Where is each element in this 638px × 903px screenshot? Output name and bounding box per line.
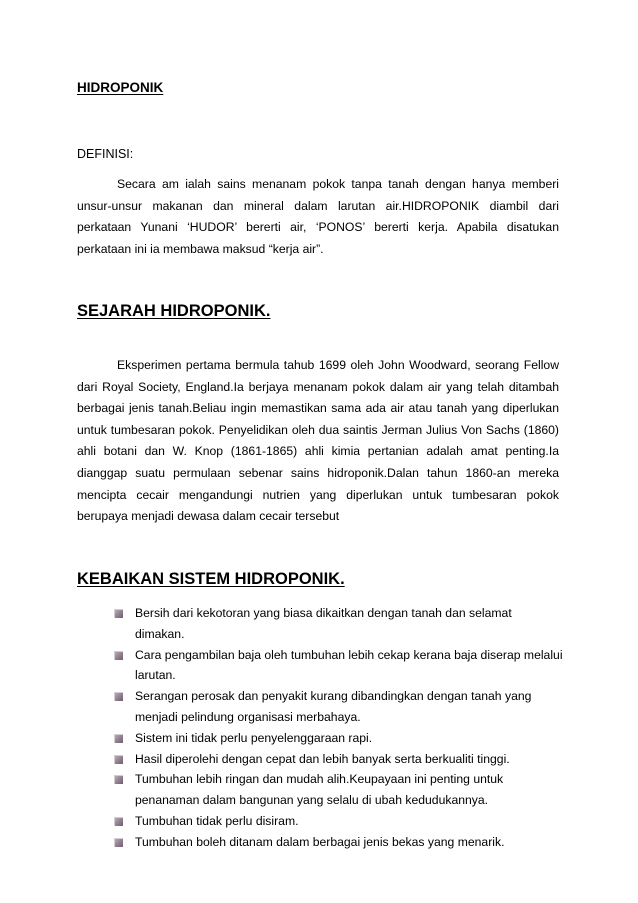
list-item-text: Sistem ini tidak perlu penyelenggaraan rapi. <box>135 730 373 745</box>
square-bullet-icon <box>114 651 123 660</box>
list-item <box>114 645 564 687</box>
square-bullet-icon <box>114 734 123 743</box>
list-item <box>114 811 564 832</box>
list-item-text: Tumbuhan tidak perlu disiram. <box>135 813 299 828</box>
square-bullet-icon <box>114 838 123 847</box>
list-item-text: Tumbuhan boleh ditanam dalam berbagai jenis bekas yang menarik. <box>135 834 505 849</box>
sejarah-paragraph: Eksperimen pertama bermula tahub 1699 oleh John Woodward, seorang Fellow dari Royal Society, England.Ia berjaya menanam pokok dalam air yang telah ditambah berbagai jenis tanah.Beliau ingin memastikan sama ada air atau tanah yang diperlukan untuk tumbesaran pokok. Penyelidikan oleh dua saintis Jerman Julius Von Sachs (1860) ahli botani dan W. Knop (1861-1865) ahli kimia pertanian adalah amat penting.Ia dianggap suatu permulaan sebenar sains hidroponik.Dalan tahun 1860-an mereka mencipta cecair mengandungi nutrien yang diperlukan untuk tumbesaran pokok berupaya menjadi dewasa dalam cecair tersebut <box>77 358 559 524</box>
list-item-text: Hasil diperolehi dengan cepat dan lebih banyak serta berkualiti tinggi. <box>135 751 510 766</box>
kebaikan-heading: KEBAIKAN SISTEM HIDROPONIK. <box>77 570 345 588</box>
list-item <box>114 728 564 749</box>
definisi-paragraph: Secara am ialah sains menanam pokok tanpa tanah dengan hanya memberi unsur-unsur makanan dan mineral dalam larutan air.HIDROPONIK diambil dari perkataan Yunani ‘HUDOR’ bererti air, ‘PONOS’ bererti kerja. Apabila disatukan perkataan ini ia membawa maksud “kerja air”. <box>77 177 559 256</box>
list-item-text: Bersih dari kekotoran yang biasa dikaitkan dengan tanah dan selamat dimakan. <box>135 606 512 641</box>
list-item <box>114 603 564 645</box>
square-bullet-icon <box>114 775 123 784</box>
list-item-text: Tumbuhan lebih ringan dan mudah alih.Keupayaan ini penting untuk penanaman dalam bangunan yang selalu di ubah kedudukannya. <box>135 772 504 808</box>
list-item-text: Cara pengambilan baja oleh tumbuhan lebih cekap kerana baja diserap melalui larutan. <box>135 647 563 683</box>
kebaikan-list <box>114 603 564 853</box>
sejarah-heading: SEJARAH HIDROPONIK. <box>77 302 271 320</box>
definisi-label: DEFINISI: <box>77 147 134 161</box>
list-item-text: Serangan perosak dan penyakit kurang dibandingkan dengan tanah yang menjadi pelindung organisasi merbahaya. <box>135 689 532 724</box>
square-bullet-icon <box>114 755 123 764</box>
square-bullet-icon <box>114 692 123 701</box>
list-item <box>114 749 564 770</box>
list-item <box>114 832 564 853</box>
list-item <box>114 769 564 811</box>
document-title: HIDROPONIK <box>77 80 164 95</box>
list-item <box>114 686 564 728</box>
square-bullet-icon <box>114 817 123 826</box>
square-bullet-icon <box>114 609 123 618</box>
